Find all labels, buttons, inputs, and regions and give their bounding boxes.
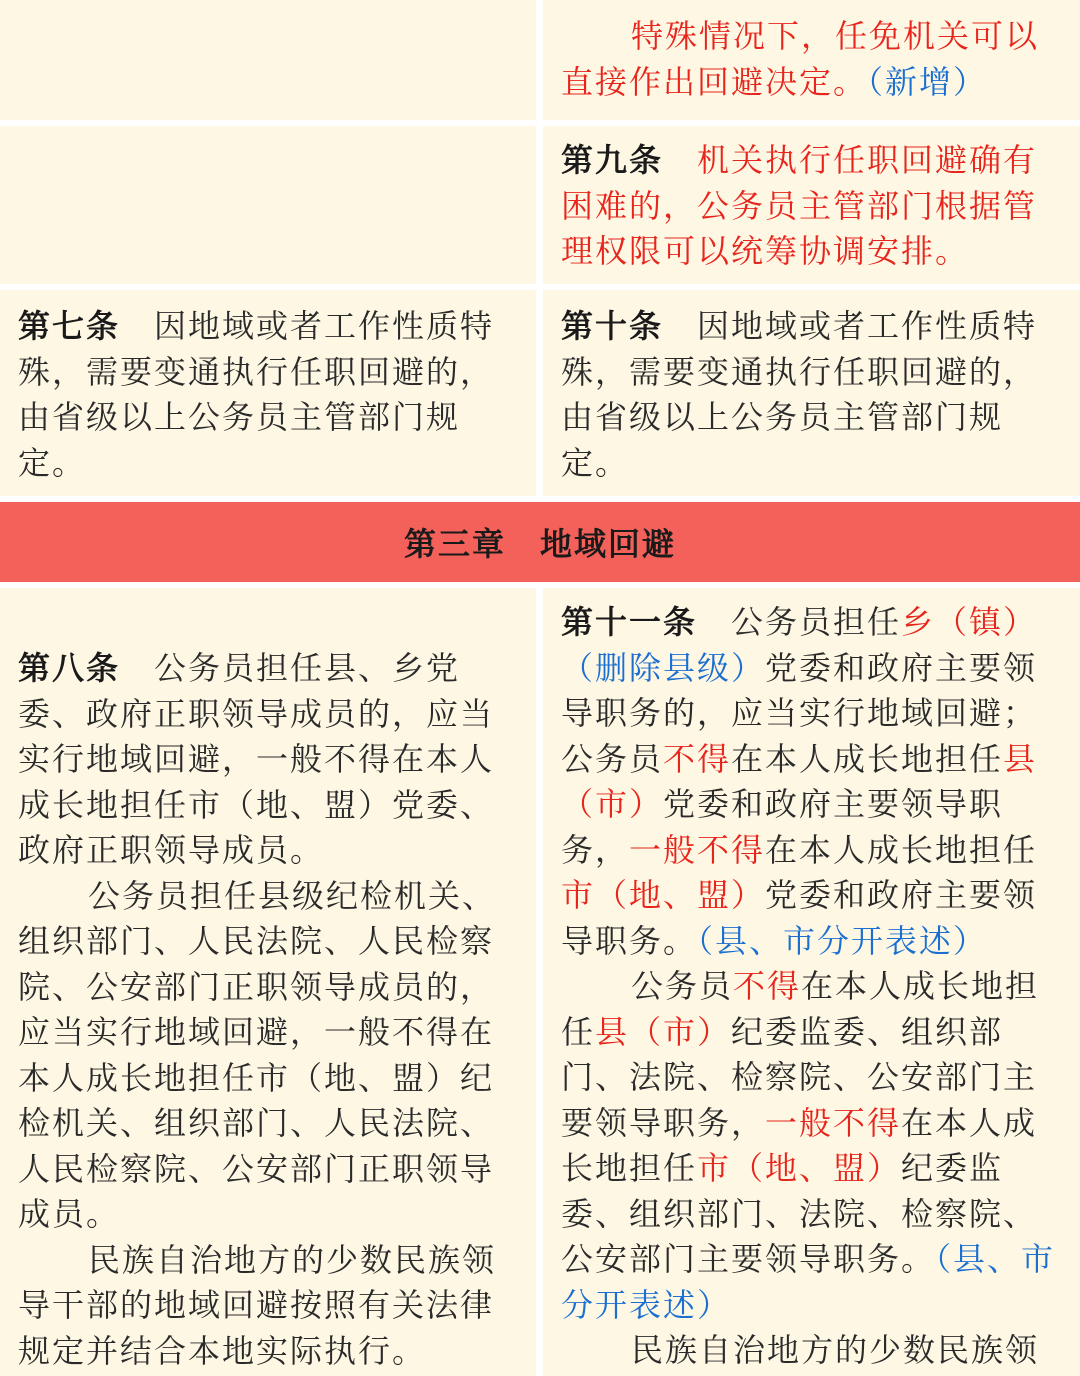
article-11-number: 第十一条 <box>561 603 698 641</box>
highlight-county-city: 县（市） <box>595 1012 732 1051</box>
article-11-para2 <box>561 964 1060 1328</box>
article-8-text: 公务员担任县、乡党委、政府正职领导成员的，应当实行地域回避，一般不得在本人成长地担任市（地、盟）党委、政府正职领导成员。 <box>18 649 495 869</box>
chapter-title: 第三章 地域回避 <box>403 525 676 563</box>
row2-right-cell <box>543 126 1080 284</box>
text-segment: 在本人成长地担任 <box>561 1103 1038 1187</box>
highlight-township: 乡（镇） <box>901 603 1038 641</box>
row4-left-cell <box>0 588 536 1376</box>
highlight-generally-prohibit: 一般不得 <box>765 1103 902 1142</box>
chapter-banner <box>0 502 1080 582</box>
special-case-text: 特殊情况下，任免机关可以直接作出回避决定。 <box>561 17 1040 101</box>
highlight-city-prefecture: 市（地、盟） <box>561 876 766 914</box>
highlight-city-prefecture: 市（地、盟） <box>697 1149 902 1187</box>
row3-left-cell <box>0 290 536 496</box>
new-note: （新增） <box>867 62 988 101</box>
text-segment: 党委和政府主要领导职务的，应当实行地域回避；公务员 <box>561 648 1038 778</box>
note-separate-statement: （县、市分开表述） <box>697 921 988 960</box>
text-segment: 党委和政府主要领导职务。 <box>561 876 1038 960</box>
article-10-number: 第十条 <box>561 307 664 345</box>
row1-left-cell <box>0 0 536 120</box>
article-10 <box>561 304 1060 486</box>
text-segment: 党委和政府主要领导职务， <box>561 785 1004 869</box>
article-8-para1 <box>18 646 516 874</box>
text-segment: 在本人成长地担任 <box>731 739 1004 778</box>
article-9-text: 机关执行任职回避确有困难的，公务员主管部门根据管理权限可以统筹协调安排。 <box>561 141 1038 270</box>
highlight-prohibit: 不得 <box>733 967 802 1005</box>
row2-left-cell <box>0 126 536 284</box>
article-9 <box>561 138 1060 275</box>
row4-right-cell <box>543 588 1080 1376</box>
article-10-text: 因地域或者工作性质特殊，需要变通执行任职回避的，由省级以上公务员主管部门规定。 <box>561 307 1038 482</box>
row1-right-cell <box>543 0 1080 120</box>
article-11-para1 <box>561 600 1060 964</box>
new-clause-text <box>561 14 1060 105</box>
text-segment: 在本人成长地担任 <box>561 967 1040 1051</box>
article-7 <box>18 304 516 486</box>
note-separate-statement: （县、市分开表述） <box>561 1240 1056 1324</box>
article-7-text: 因地域或者工作性质特殊，需要变通执行任职回避的，由省级以上公务员主管部门规定。 <box>18 307 495 482</box>
text-segment: 在本人成长地担任 <box>765 830 1038 869</box>
highlight-county-city: 县（市） <box>561 739 1038 823</box>
text-segment: 纪委监委、组织部门、法院、检察院、公安部门主要领导职务。 <box>561 1149 1038 1278</box>
article-8-number: 第八条 <box>18 649 121 687</box>
article-8-para3: 民族自治地方的少数民族领导干部的地域回避按照有关法律规定并结合本地实际执行。 <box>18 1240 497 1370</box>
text-segment: 公务员担任 <box>731 603 902 641</box>
article-7-number: 第七条 <box>18 307 121 345</box>
highlight-generally-prohibit: 一般不得 <box>629 830 766 869</box>
text-segment: 公务员 <box>631 967 734 1005</box>
article-11-para3: 民族自治地方的少数民族领 <box>631 1331 1040 1369</box>
highlight-prohibit: 不得 <box>663 739 732 778</box>
article-9-number: 第九条 <box>561 141 664 179</box>
row3-right-cell <box>543 290 1080 496</box>
note-delete-county: （删除县级） <box>561 648 766 687</box>
article-8-para2: 公务员担任县级纪检机关、组织部门、人民法院、人民检察院、公安部门正职领导成员的，应当实行地域回避，一般不得在本人成长地担任市（地、盟）纪检机关、组织部门、人民法院、人民检察院、公安部门正职领导成员。 <box>18 876 497 1233</box>
text-segment: 纪委监委、组织部门、法院、检察院、公安部门主要领导职务， <box>561 1012 1038 1142</box>
